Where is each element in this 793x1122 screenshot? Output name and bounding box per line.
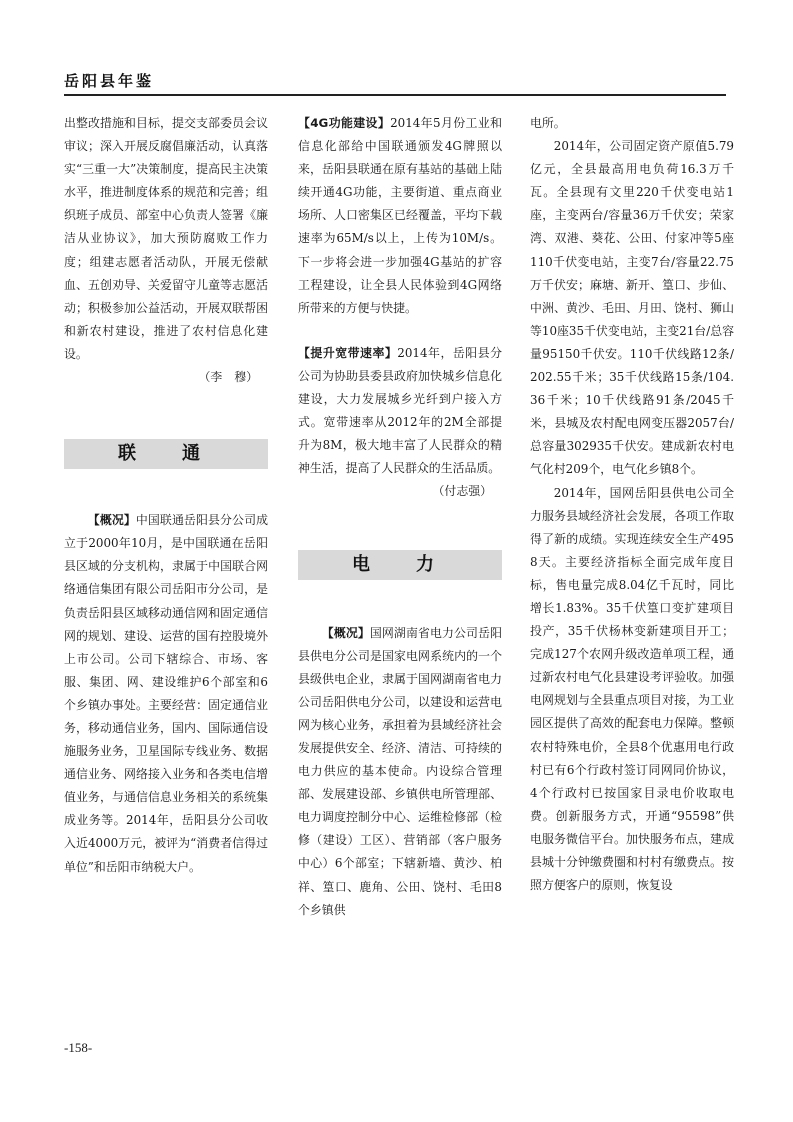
page-number: -158- xyxy=(64,1040,93,1055)
paragraph: 2014年，国网岳阳县供电公司全力服务县域经济社会发展，各项工作取得了新的成绩。实现连续安全生产4958天。主要经济指标全面完成年度目标，售电量完成8.04亿千瓦时，同比增长1.83%。35千伏篁口变扩建项目投产，35千伏杨林变新建项目开工；完成127个农网升级改造单项工程，通过新农村电气化县建设考评验收。加强电网规划与全县重点项目对接，为工业园区提供了高效的配套电力保障。整顿农村特殊电价，全县8个优惠用电行政村已有6个行政村签订同网同价协议，4个行政村已按国家目录电价收取电费。创新服务方式，开通“95598”供电服务微信平台。加快服务布点，建成县城十分钟缴费圈和村村有缴费点。按照方便客户的原则，恢复设 xyxy=(530,485,734,893)
spacer xyxy=(64,389,268,439)
paragraph: 电所。 xyxy=(530,116,566,130)
paragraph: 出整改措施和目标，提交支部委员会议审议；深入开展反腐倡廉活动，认真落实“三重一大”决策制度，提高民主决策水平，推进制度体系的规范和完善；组织班子成员、部室中心负责人签署《廉洁从业协议》，加大预防腐败工作力度；组建志愿者活动队，开展无偿献血、五创劝导、关爱留守儿童等志愿活动；积极参加公益活动，开展双联帮困和新农村建设，推进了农村信息化建设。 xyxy=(64,116,268,361)
column-2 xyxy=(298,112,502,922)
paragraph xyxy=(298,112,502,320)
column-1 xyxy=(64,112,268,879)
paragraph xyxy=(298,622,502,922)
paragraph-text: 2014年，岳阳县分公司为协助县委县政府加快城乡信息化建设，大力发展城乡光纤到户接入方式。宽带速率从2012年的2M全部提升为8M，极大地丰富了人民群众的精神生活，提高了人民群众的生活品质。 xyxy=(298,345,502,476)
paragraph-text: 国网湖南省电力公司岳阳县供电分公司是国家电网系统内的一个县级供电企业，隶属于国网湖南省电力公司岳阳供电分公司，以建设和运营电网为核心业务，承担着为县域经济社会发展提供安全、经济、清洁、可持续的电力供应的基本使命。内设综合管理部、发展建设部、乡镇供电所管理部、电力调度控制分中心、运维检修部（检修（建设）工区）、营销部（客户服务中心）6个部室；下辖新墙、黄沙、柏祥、篁口、鹿角、公田、饶村、毛田8个乡镇供 xyxy=(298,625,502,917)
paragraph-label: 【概况】 xyxy=(87,513,136,528)
paragraph-label: 【概况】 xyxy=(321,625,370,640)
paragraph-label: 【提升宽带速率】 xyxy=(298,345,398,360)
header-rule xyxy=(64,94,726,96)
paragraph: 2014年，公司固定资产原值5.79亿元，全县最高用电负荷16.3万千瓦。全县现有文里220千伏变电站1座，主变两台/容量36万千伏安；荣家湾、双港、葵花、公田、付家冲等5座110千伏变电站，主变7台/容量22.75万千伏安；麻塘、新开、篁口、步仙、中洲、黄沙、毛田、月田、饶村、狮山等10座35千伏变电站，主变21台/总容量95150千伏安。110千伏线路12条/202.55千米；35千伏线路15条/104.36千米；10千伏线路91条/2045千米，县城及农村配电网变压器2057台/总容量302935千伏安。建成新农村电气化村209个，电气化乡镇8个。 xyxy=(530,139,734,477)
paragraph xyxy=(64,509,268,879)
section-title-dianli: 电 力 xyxy=(298,550,502,580)
spacer xyxy=(298,320,502,342)
paragraph xyxy=(298,342,502,481)
author-signature: （李 穆） xyxy=(198,370,258,385)
section-title-liantong: 联 通 xyxy=(64,439,268,469)
paragraph-text: 中国联通岳阳县分公司成立于2000年10月，是中国联通在岳阳县区域的分支机构，隶属于中国联合网络通信集团有限公司岳阳市分公司，是负责岳阳县区域移动通信网和固定通信网的规划、建设、运营的国有控股境外上市公司。公司下辖综合、市场、客服、集团、网、建设维护6个部室和6个乡镇办事处。主要经营：固定通信业务，移动通信业务，国内、国际通信设施服务业务，卫星国际专线业务、数据通信业务、网络接入业务和各类电信增值业务，与通信信息业务相关的系统集成业务等。2014年，岳阳县分公司收入近4000万元，被评为“消费者信得过单位”和岳阳市纳税大户。 xyxy=(64,513,268,874)
spacer xyxy=(298,580,502,622)
column-3 xyxy=(530,112,734,897)
running-header: 岳阳县年鉴 xyxy=(64,72,155,90)
spacer xyxy=(64,469,268,509)
author-signature: （付志强） xyxy=(432,484,492,499)
spacer xyxy=(298,504,502,550)
paragraph-text: 2014年5月份工业和信息化部给中国联通颁发4G牌照以来，岳阳县联通在原有基站的基础上陆续开通4G功能，主要街道、重点商业场所、人口密集区已经覆盖，平均下载速率为65M/s以上，上传为10M/s。下一步将会进一步加强4G基站的扩容工程建设，让全县人民体验到4G网络所带来的方便与快捷。 xyxy=(298,116,502,315)
paragraph-label: 【4G功能建设】 xyxy=(298,116,391,130)
